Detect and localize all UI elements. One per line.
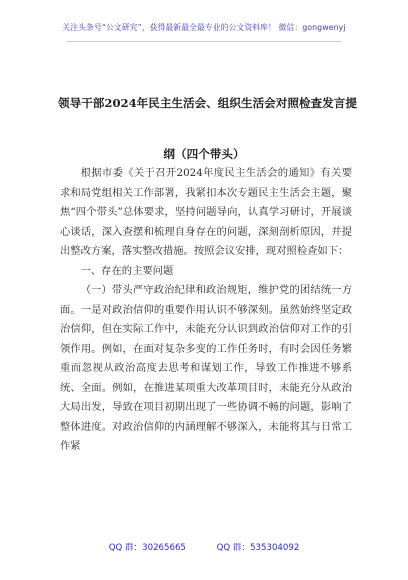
header-banner: 关注头条号“公文研究”，获得最新最全最专业的公文资料库！ 微信：gongwenyj xyxy=(62,23,346,32)
document-body xyxy=(60,164,352,457)
footer-qq-group-2: QQ 群：535304092 xyxy=(216,543,300,553)
document-title-line-2: 纲（四个带头） xyxy=(163,147,245,161)
header-divider xyxy=(67,41,341,42)
document-title-line-1: 领导干部2024年民主生活会、组织生活会对照检查发言提 xyxy=(58,96,357,110)
footer-contact xyxy=(0,541,408,553)
section-heading: 一、存在的主要问题 xyxy=(80,264,174,277)
intro-paragraph: 根据市委《关于召开2024年度民主生活会的通知》有关要求和局党组相关工作部署，我紧扣本次专题民主生活会主题，聚焦“四个带头”总体要求，坚持问题导向，认真学习研讨，开展谈心谈话，深入查摆和梳理自身存在的问题，深刻剖析原因，并提出整改方案，落实整改措施。按照会议安排，现对照检查如下： xyxy=(60,167,352,257)
footer-qq-group-1: QQ 群：30265665 xyxy=(108,543,186,553)
body-paragraph: （一）带头严守政治纪律和政治规矩，维护党的团结统一方面。一是对政治信仰的重要作用认识不够深刻。虽然始终坚定政治信仰，但在实际工作中，未能充分认识到政治信仰对工作的引领作用。例如，在面对复杂多变的工作任务时，有时会因任务繁重而忽视从政治高度去思考和谋划工作，导致工作推进不够系统、全面。例如，在推进某项重大改革项目时，未能充分从政治大局出发，导致在项目初期出现了一些协调不畅的问题，影响了整体进度。对政治信仰的内涵理解不够深入，未能将其与日常工作紧 xyxy=(60,284,352,452)
